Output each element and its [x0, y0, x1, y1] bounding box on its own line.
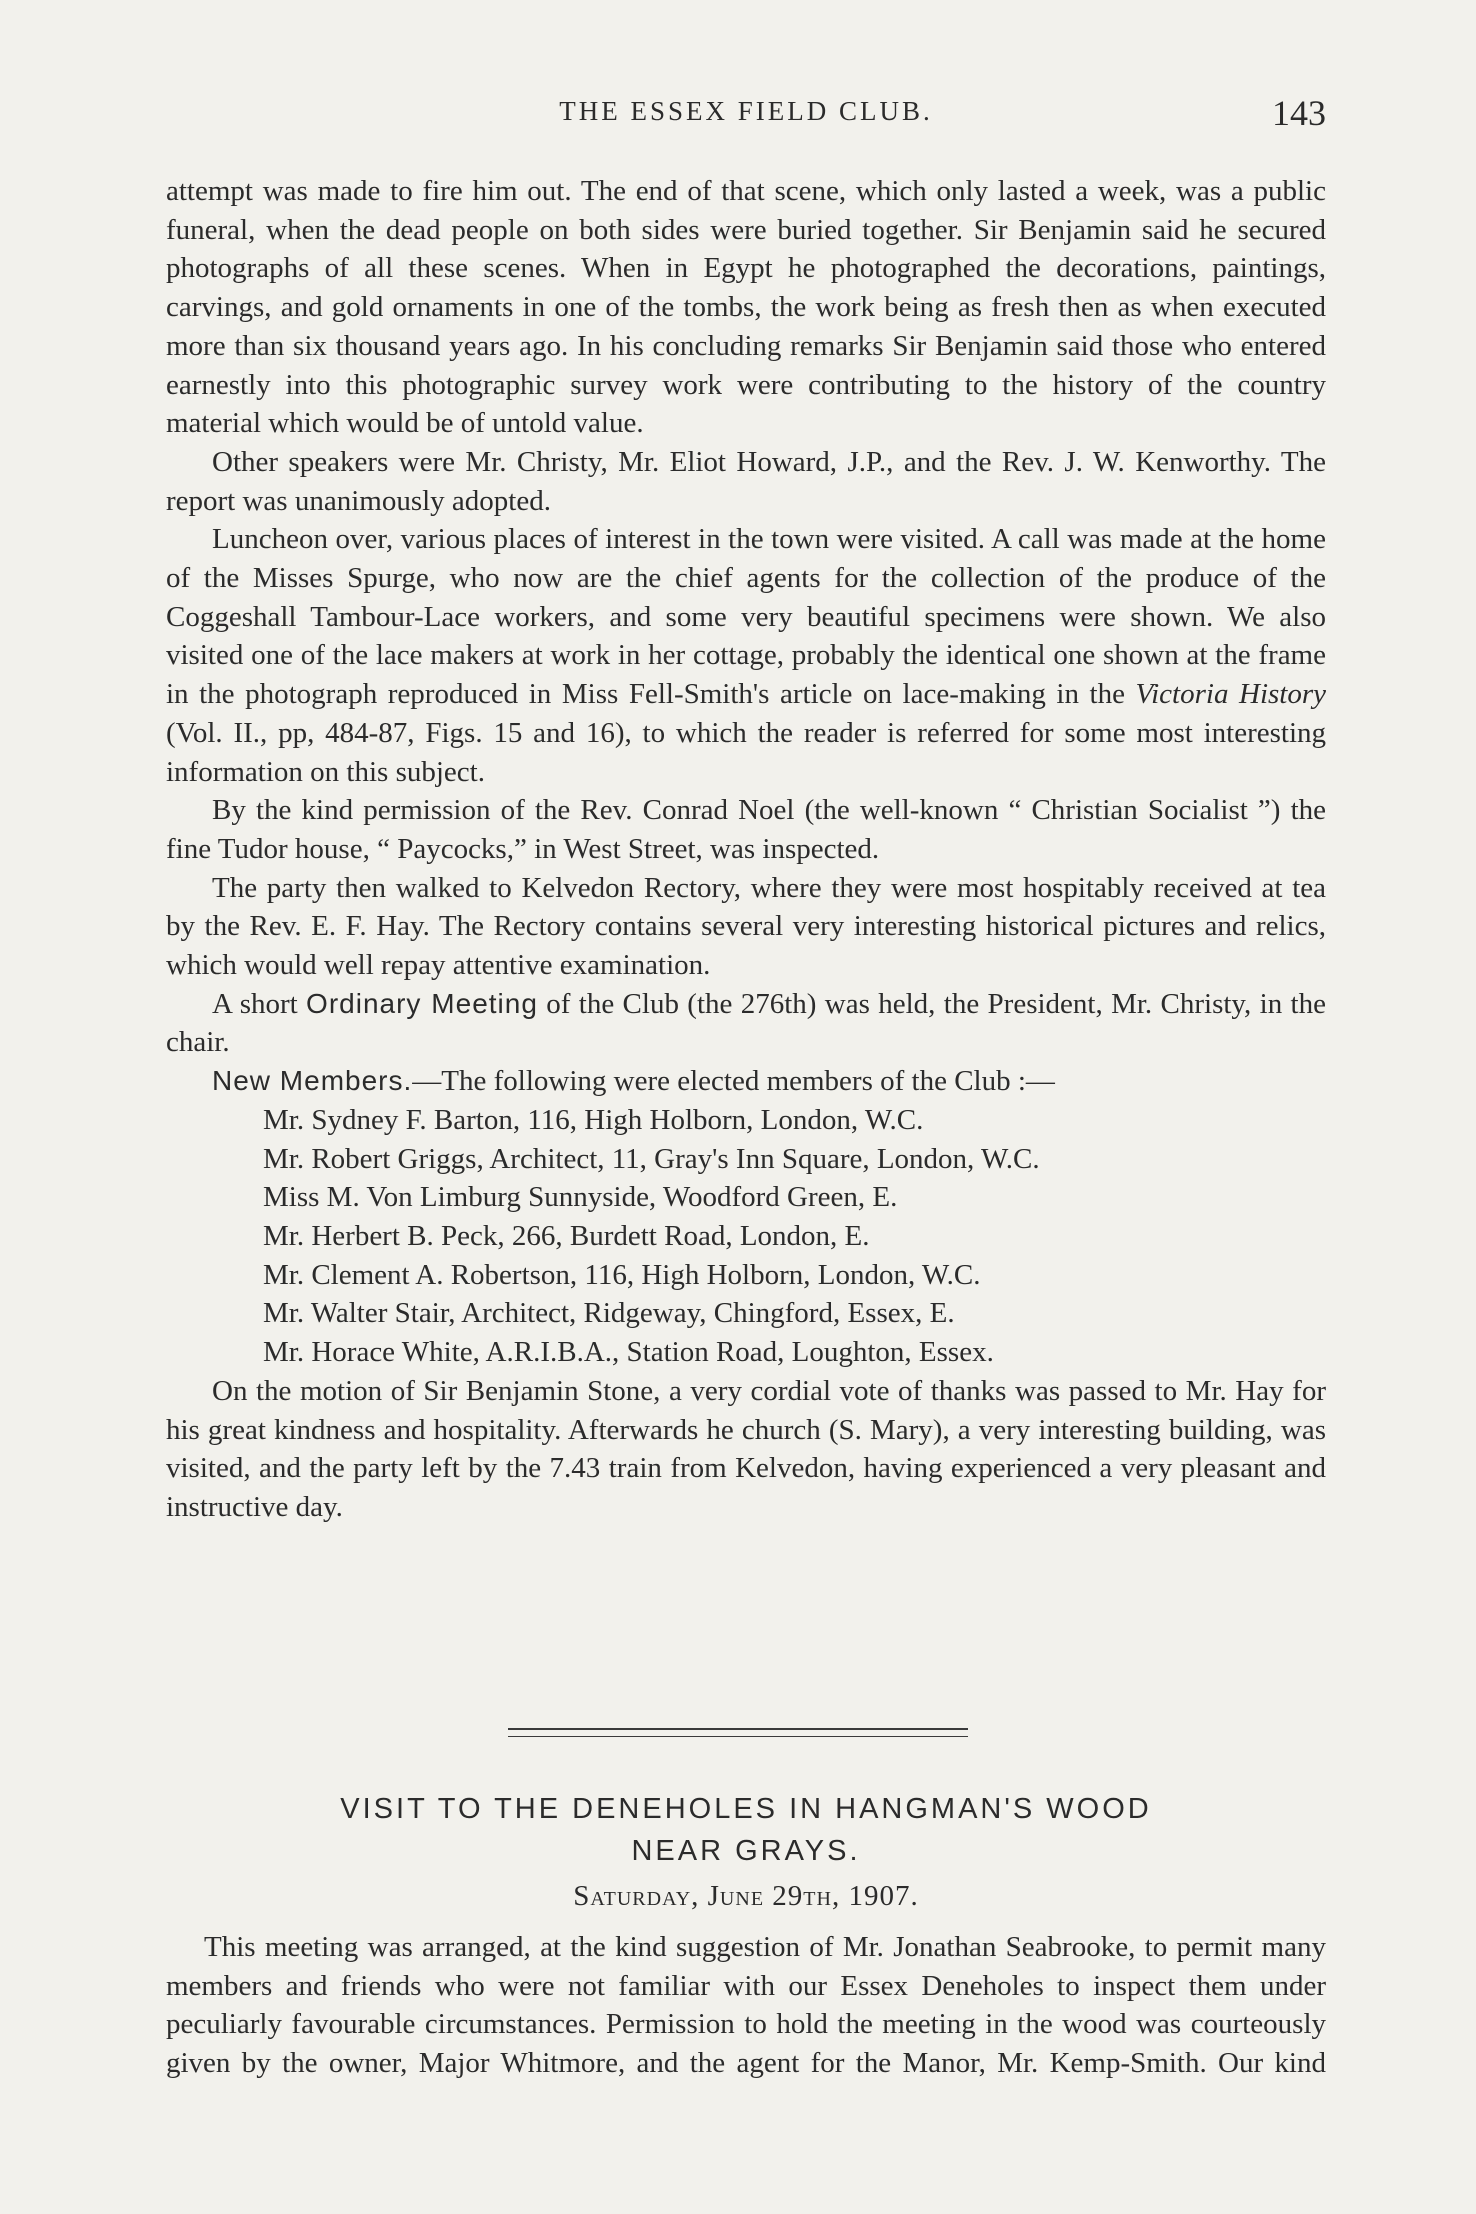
members-list	[166, 1101, 1326, 1372]
running-title: THE ESSEX FIELD CLUB.	[559, 96, 933, 126]
list-item: Mr. Horace White, A.R.I.B.A., Station Road, Loughton, Essex.	[263, 1336, 994, 1369]
new-members-label: New Members.	[212, 1065, 413, 1097]
list-item: Mr. Herbert B. Peck, 266, Burdett Road, London, E.	[263, 1219, 870, 1252]
running-head	[166, 92, 1326, 136]
list-item: Mr. Sydney F. Barton, 116, High Holborn, London, W.C.	[263, 1103, 924, 1136]
list-item: Miss M. Von Limburg Sunnyside, Woodford Green, E.	[263, 1181, 898, 1214]
list-item: Mr. Robert Griggs, Architect, 11, Gray's Inn Square, London, W.C.	[263, 1142, 1040, 1175]
paragraph-continuation: attempt was made to fire him out. The end of that scene, which only lasted a week, was a public funeral, when the dead people on both sides were buried together. Sir Benjamin said he secured photographs of all these scenes. When in Egypt he photographed the decorations, paintings, carvings, and gold ornaments in one of the tombs, the work being as fresh then as when executed more than six thousand years ago. In his concluding remarks Sir Benjamin said those who entered earnestly into this photographic survey work were contributing to the history of the country material which would be of untold value.	[166, 175, 1326, 440]
list-item: Mr. Walter Stair, Architect, Ridgeway, Chingford, Essex, E.	[263, 1297, 955, 1330]
paragraph-paycocks: By the kind permission of the Rev. Conrad Noel (the well-known “ Christian Socialist ”) the fine Tudor house, “ Paycocks,” in West Street, was inspected.	[166, 794, 1326, 865]
paragraph-new-members	[166, 1062, 1326, 1101]
page-number: 143	[1272, 93, 1326, 133]
luncheon-text-b: (Vol. II., pp, 484-87, Figs. 15 and 16), to which the reader is referred for some most interesting information on this subject.	[166, 716, 1326, 788]
ordinary-meeting-label: Ordinary Meeting	[306, 987, 538, 1019]
section-date: Saturday, June 29th, 1907.	[573, 1880, 919, 1912]
body-text	[166, 172, 1326, 1527]
meeting-text-a: A short	[212, 987, 307, 1020]
meeting-text-b: of the Club (the 276th) was held, the President, Mr. Christy, in the chair.	[166, 987, 1326, 1059]
victoria-history-title: Victoria History	[1135, 678, 1326, 711]
paragraph-ordinary-meeting	[166, 985, 1326, 1062]
paragraph-other-speakers: Other speakers were Mr. Christy, Mr. Eliot Howard, J.P., and the Rev. J. W. Kenworthy. The report was unanimously adopted.	[166, 445, 1326, 517]
new-members-text: —The following were elected members of the Club :—	[412, 1065, 1055, 1098]
paragraph-rectory: The party then walked to Kelvedon Rectory, where they were most hospitably received at tea by the Rev. E. F. Hay. The Rectory contains several very interesting historical pictures and relics, which would well repay attentive examination.	[166, 871, 1326, 982]
section-divider	[508, 1728, 968, 1737]
luncheon-text-a: Luncheon over, various places of interest in the town were visited. A call was made at the home of the Misses Spurge, who now are the chief agents for the collection of the produce of the Coggeshall Tambour-Lace workers, and some very beautiful specimens were shown. We also visited one of the lace makers at work in her cottage, probably the identical one shown at the frame in the photograph reproduced in Miss Fell-Smith's article on lace-making in the	[166, 523, 1326, 711]
section-title-line-1: VISIT TO THE DENEHOLES IN HANGMAN'S WOOD	[340, 1793, 1152, 1825]
paragraph-vote-of-thanks: On the motion of Sir Benjamin Stone, a very cordial vote of thanks was passed to Mr. Hay for his great kindness and hospitality. Afterwards he church (S. Mary), a very interesting building, was visited, and the party left by the 7.43 train from Kelvedon, having experienced a very pleasant and instructive day.	[166, 1374, 1326, 1523]
paragraph-luncheon	[166, 520, 1326, 791]
section-body	[166, 1928, 1326, 2083]
list-item: Mr. Clement A. Robertson, 116, High Holborn, London, W.C.	[263, 1258, 981, 1291]
section-title-line-2: NEAR GRAYS.	[631, 1835, 861, 1867]
paragraph-deneholes-intro: This meeting was arranged, at the kind suggestion of Mr. Jonathan Seabrooke, to permit many members and friends who were not familiar with our Essex Deneholes to inspect them under peculiarly favourable circumstances. Permission to hold the meeting in the wood was courteously given by the owner, Major Whitmore, and the agent for the Manor, Mr. Kemp-Smith. Our kind	[166, 1931, 1326, 2080]
section-title	[166, 1788, 1326, 1872]
